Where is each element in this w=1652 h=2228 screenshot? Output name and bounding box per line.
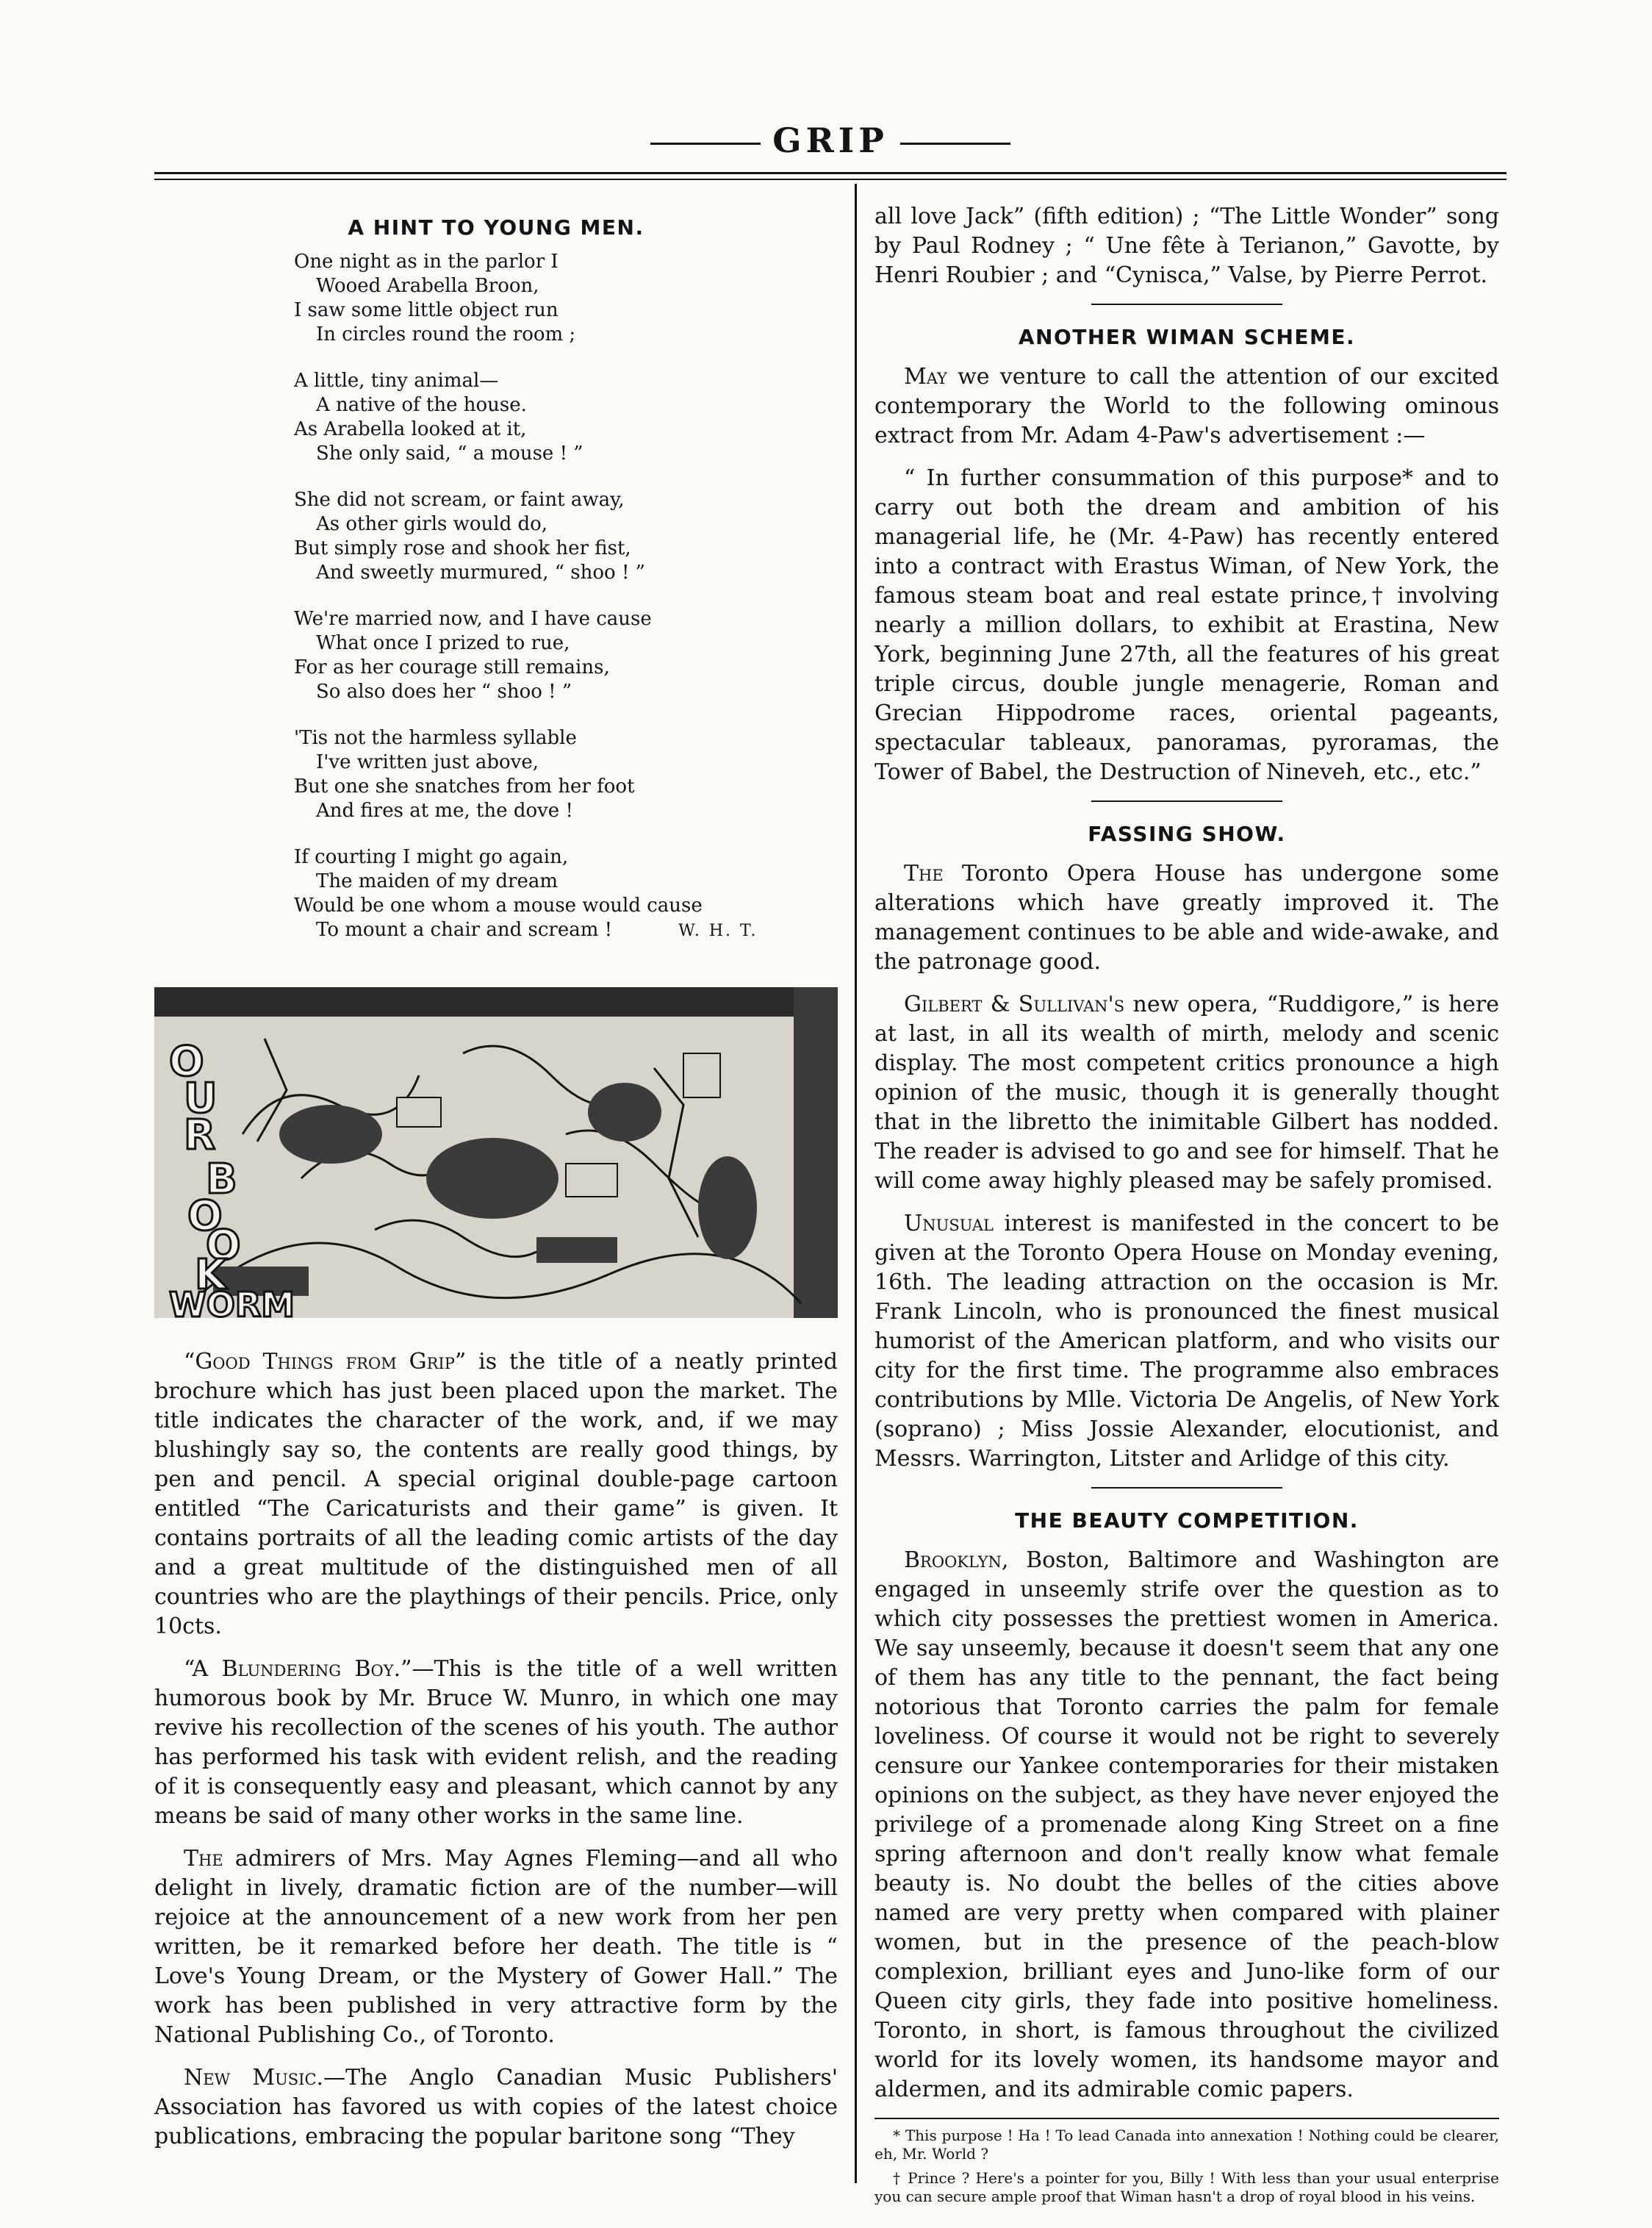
poem-line — [294, 918, 838, 943]
paragraph-lead: New Music. — [184, 2065, 324, 2091]
section-heading: ANOTHER WIMAN SCHEME. — [1018, 325, 1356, 349]
masthead-rule-right — [900, 143, 1010, 145]
section-rule — [1091, 1487, 1282, 1489]
paragraph-text: we venture to call the attention of our excited contemporary the World to the following ominous extract from Mr. Adam 4-Paw's advertisement :— — [875, 364, 1499, 448]
poem-line: The maiden of my dream — [316, 870, 559, 892]
poem-line: Wooed Arabella Broon, — [316, 275, 539, 297]
poem-line: As other girls would do, — [316, 513, 548, 535]
poem-line: And fires at me, the dove ! — [316, 800, 573, 822]
paragraph-lead: The — [184, 1846, 223, 1871]
section-heading: FASSING SHOW. — [1088, 822, 1286, 846]
section-heading: THE BEAUTY COMPETITION. — [1015, 1508, 1359, 1533]
paragraph-beauty — [875, 1546, 1499, 2105]
paragraph-lead: “A Blundering Boy.” — [184, 1656, 412, 1682]
paragraph-lead: The — [904, 861, 944, 886]
poem-line: What once I prized to rue, — [316, 632, 570, 654]
poem-line: And sweetly murmured, “ shoo ! ” — [316, 562, 645, 584]
left-column — [154, 202, 838, 2165]
masthead — [154, 121, 1506, 160]
paragraph-lead: May — [904, 364, 947, 390]
svg-text:R: R — [184, 1111, 216, 1159]
svg-text:U: U — [184, 1075, 218, 1122]
paragraph-text: Boston, Baltimore and Washington are engaged in unseemly strife over the question as to which city possesses the prettiest women in America. We say unseemly, because it doesn't seem that any one of them has any title to the pennant, the fact being notorious that Toronto carries the palm for female loveliness. Of course it would not be right to severely censure our Yankee contemporaries for their mistaken opinions on the subject, as they have never enjoyed the privilege of a promenade along King Street on a fine spring afternoon and don't really know what female beauty is. No doubt the belles of the cities above named are very pretty when compared with plainer women, but in the presence of the peach-blow complexion, brilliant eyes and Juno-like form of our Queen city girls, they fade into positive homeliness. Toronto, in short, is famous throughout the civilized world for its lovely women, its handsome mayor and aldermen, and its admirable comic papers. — [875, 1547, 1499, 2102]
paragraph-concert — [875, 1209, 1499, 1474]
column-divider — [855, 184, 857, 2183]
paragraph-opera-house — [875, 859, 1499, 977]
footnotes — [875, 2118, 1499, 2206]
section-rule — [1091, 800, 1282, 802]
paragraph-good-things — [154, 1347, 838, 1641]
poem-line: I saw some little object run — [294, 299, 559, 321]
poem — [294, 250, 838, 943]
paragraph-text: is the title of a neatly printed brochure which has just been placed upon the market. The title indicates the character of the work, and, if we may blushingly say so, the contents are really good things, by pen and pencil. A special original double-page cartoon entitled “The Caricaturists and their game” is given. It contains portraits of all the leading comic artists of the day and a great multitude of the distinguished men of all countries who are the playthings of their pencils. Price, only 10cts. — [154, 1349, 838, 1639]
poem-line: I've written just above, — [316, 751, 539, 773]
poem-line-text: To mount a chair and scream ! — [316, 919, 613, 941]
poem-stanza — [294, 369, 838, 466]
header-double-rule — [154, 172, 1506, 180]
poem-line: Would be one whom a mouse would cause — [294, 895, 703, 917]
poem-stanza — [294, 845, 838, 943]
paragraph-lead: Gilbert & Sullivan's — [904, 992, 1125, 1017]
footnote: † Prince ? Here's a pointer for you, Billy ! With less than your usual enterprise you can secure ample proof that Wiman hasn't a drop of royal blood in his veins. — [875, 2169, 1499, 2205]
book-worm-illustration — [154, 987, 838, 1318]
poem-stanza — [294, 250, 838, 347]
paragraph-lead: Brooklyn, — [904, 1547, 1009, 1573]
poem-stanza — [294, 488, 838, 585]
paragraph-text: admirers of Mrs. May Agnes Fleming—and all who delight in lively, dramatic fiction are of the number—will rejoice at the announcement of a new work from her pen written, be it remarked before her death. The title is “ Love's Young Dream, or the Mystery of Gower Hall.” The work has been published in very attractive form by the National Publishing Co., of Toronto. — [154, 1846, 838, 2048]
paragraph-text: new opera, “Ruddigore,” is here at last, in all its wealth of mirth, melody and scenic display. The most competent critics pronounce a high opinion of the music, though it is generally thought that in the libretto the inimitable Gilbert has nodded. The reader is advised to go and see for himself. That he will come away highly pleased may be safely promised. — [875, 992, 1500, 1194]
svg-text:O: O — [187, 1192, 223, 1240]
right-column-prose — [875, 202, 1499, 2105]
poem-line: For as her courage still remains, — [294, 656, 610, 678]
poem-line: She only said, “ a mouse ! ” — [316, 443, 583, 465]
book-worm-engraving — [154, 987, 838, 1318]
masthead-title: GRIP — [772, 121, 888, 160]
section-rule — [1091, 304, 1282, 305]
svg-text:O: O — [169, 1038, 204, 1086]
poem-line: So also does her “ shoo ! ” — [316, 681, 572, 703]
svg-text:K: K — [195, 1251, 227, 1299]
paragraph-continuation: all love Jack” (fifth edition) ; “The Little Wonder” song by Paul Rodney ; “ Une fête à Terianon,” Gavotte, by Henri Roubier ; and “Cynisca,” Valse, by Pierre Perrot. — [875, 204, 1499, 288]
paragraph-blundering-boy — [154, 1655, 838, 1831]
poem-line: A little, tiny animal— — [294, 370, 499, 392]
poem-title: A HINT TO YOUNG MEN. — [348, 215, 644, 240]
poem-line: She did not scream, or faint away, — [294, 489, 625, 511]
footnote: * This purpose ! Ha ! To lead Canada into annexation ! Nothing could be clearer, eh, Mr. World ? — [875, 2127, 1499, 2163]
paragraph-text: interest is manifested in the concert to be given at the Toronto Opera House on Monday evening, 16th. The leading attraction on the occasion is Mr. Frank Lincoln, who is pronounced the finest musical humorist of the American platform, and who visits our city for the first time. The programme also embraces contributions by Mlle. Victoria De Angelis, of New York (soprano) ; Miss Jossie Alexander, elocutionist, and Messrs. Warrington, Litster and Arlidge of this city. — [875, 1211, 1499, 1472]
poem-stanza — [294, 726, 838, 823]
poem-line: 'Tis not the harmless syllable — [294, 727, 577, 749]
masthead-rule-left — [650, 143, 761, 145]
svg-text:B: B — [206, 1156, 237, 1203]
paragraph-lead: Unusual — [904, 1211, 994, 1236]
paragraph-new-music — [154, 2063, 838, 2152]
paragraph-text: “ In further consummation of this purpose* and to carry out both the dream and ambition of his managerial life, he (Mr. 4-Paw) has recently entered into a contract with Erastus Wiman, of New York, the famous steam boat and real estate prince,† involving nearly a million dollars, to exhibit at Erastina, New York, beginning June 27th, all the features of his great triple circus, double jungle menagerie, Roman and Grecian Hippodrome races, oriental pageants, spectacular tableaux, panoramas, pyroramas, the Tower of Babel, the Destruction of Nineveh, etc., etc.” — [875, 465, 1499, 785]
right-column — [875, 202, 1499, 2212]
left-column-prose — [154, 1347, 838, 2152]
poem-line: But simply rose and shook her fist, — [294, 537, 631, 559]
poem-line: In circles round the room ; — [316, 323, 576, 345]
paragraph-wiman-intro — [875, 362, 1499, 451]
poem-line: We're married now, and I have cause — [294, 608, 652, 630]
paragraph-text: —This is the title of a well written humorous book by Mr. Bruce W. Munro, in which one may revive his recollection of the scenes of his youth. The author has performed his task with evident relish, and the reading of it is consequently easy and pleasant, which cannot by any means be said of many other works in the same line. — [154, 1656, 838, 1829]
svg-text:O: O — [206, 1222, 241, 1269]
poem-signature: W. H. T. — [678, 922, 758, 940]
poem-line: But one she snatches from her foot — [294, 775, 635, 798]
poem-line: If courting I might go again, — [294, 846, 569, 868]
paragraph-ruddigore — [875, 990, 1499, 1196]
poem-line: One night as in the parlor I — [294, 251, 559, 273]
svg-text:WORM: WORM — [169, 1285, 295, 1318]
poem-line: A native of the house. — [316, 394, 527, 416]
paragraph-fleming — [154, 1844, 838, 2050]
page-header — [154, 110, 1506, 184]
paragraph-lead: “Good Things from Grip” — [184, 1349, 467, 1375]
paragraph-wiman-quote — [875, 464, 1499, 787]
poem-stanza — [294, 607, 838, 704]
poem-line: As Arabella looked at it, — [294, 418, 527, 440]
paragraph-text: Toronto Opera House has undergone some alterations which have greatly improved it. The management continues to be able and wide-awake, and the patronage good. — [875, 861, 1499, 975]
paragraph-text: —The Anglo Canadian Music Publishers' Association has favored us with copies of the latest choice publications, embracing the popular baritone song “They — [154, 2065, 838, 2149]
